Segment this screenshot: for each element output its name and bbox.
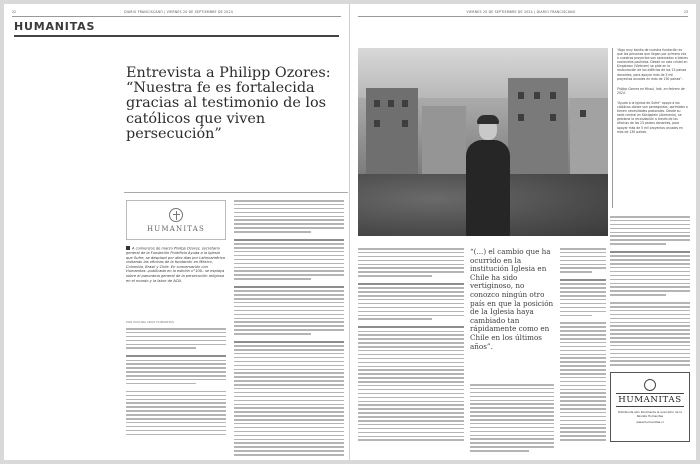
- photo-caption-credit: Philipp Ozores en Mosul, Irak, en febrero de 2024.: [617, 86, 685, 95]
- article-title: Entrevista a Philipp Ozores: “Nuestra fe es fortalecida gracias al testimonio de los católicos que viven persecución”: [126, 65, 331, 142]
- humanitas-emblem: [126, 200, 226, 240]
- section-rule: [14, 35, 339, 37]
- lead-paragraph: [126, 246, 226, 283]
- right-page-number: 23: [683, 10, 688, 14]
- left-folio: [12, 8, 341, 17]
- body-column-1: [126, 328, 226, 456]
- lead-text: A comienzos de marzo Philipp Ozores, secretario general de la Fundación Pontificia Ayuda a la Iglesia que Sufre, se desplazó por diez días por Latinoamérica visitando las oficinas de la fundación en México, Colombia, Brasil y Chile. En conversación con Humanitas –publicada en la edición n°100– se explaya sobre el panorama general de la persecución religiosa en el mundo y la labor de ACN.: [126, 246, 225, 283]
- crest-icon: [169, 208, 183, 222]
- ad-crest-icon: [644, 379, 656, 391]
- ad-text: Distribuida sólo libremente al suscriptor de la Revista Humanitas: [618, 410, 682, 418]
- person-figure: [466, 118, 510, 236]
- caption-column: [612, 48, 688, 208]
- ad-url: www.humanitas.cl: [636, 420, 664, 425]
- left-folio-center: DIARIO FRANCISCANO | VIERNES 20 DE SEPTIEMBRE DE 2024: [124, 10, 233, 14]
- left-page-number: 22: [12, 10, 17, 14]
- photo-caption-quote: “Algo muy bonito de nuestra fundación es que las personas que llegan por primera vez a nuestros proyectos son apreciadas a bienes nacionales paulistas. Desde un solo cristal en Kingstown (Vietnam) se pide en la restauración de los edificios de los 15 países donantes, para apoyar más de 5 mil proyectos anuales en más de 130 países”.: [617, 48, 688, 81]
- left-page: [4, 4, 350, 460]
- right-folio: [358, 8, 688, 17]
- emblem-text: HUMANITAS: [146, 224, 206, 233]
- right-body-column-3: [560, 248, 606, 456]
- section-label: HUMANITAS: [14, 20, 96, 33]
- right-body-column-4: [610, 216, 690, 366]
- square-bullet-icon: [126, 246, 130, 250]
- title-rule: [124, 192, 348, 193]
- right-body-column-1: [358, 248, 464, 456]
- ad-brand: HUMANITAS: [618, 395, 682, 405]
- acn-description: “Ayuda a la Iglesia de Sufre” apoya a los católicos donde son perseguidos, oprimidos o tienen necesidades pastorales. Desde su sede central en Königstein (Alemania), se gestiona la recaudación a través de las oficinas de los 23 países donantes, para apoyar más de 5 mil proyectos anuales en más de 130 países.: [617, 100, 688, 134]
- right-folio-center: VIERNES 20 DE SEPTIEMBRE DE 2024 | DIARIO FRANCISCANO: [466, 10, 576, 14]
- humanitas-ad: [610, 372, 690, 442]
- right-body-column-2b: [470, 384, 554, 456]
- article-photo: [358, 48, 608, 236]
- body-column-2: [234, 200, 344, 456]
- pull-quote: “(...) el cambio que ha ocurrido en la institución Iglesia en Chile ha sido vertiginoso, no conozco ningún otro país en que la posición de la Iglesia haya cambiado tan rápidamente como en Chile en los últimos años”.: [470, 247, 554, 351]
- byline: POR PAULINA CRUZ HUMANITAS: [126, 320, 174, 324]
- newspaper-spread: [4, 4, 696, 460]
- right-page: [350, 4, 696, 460]
